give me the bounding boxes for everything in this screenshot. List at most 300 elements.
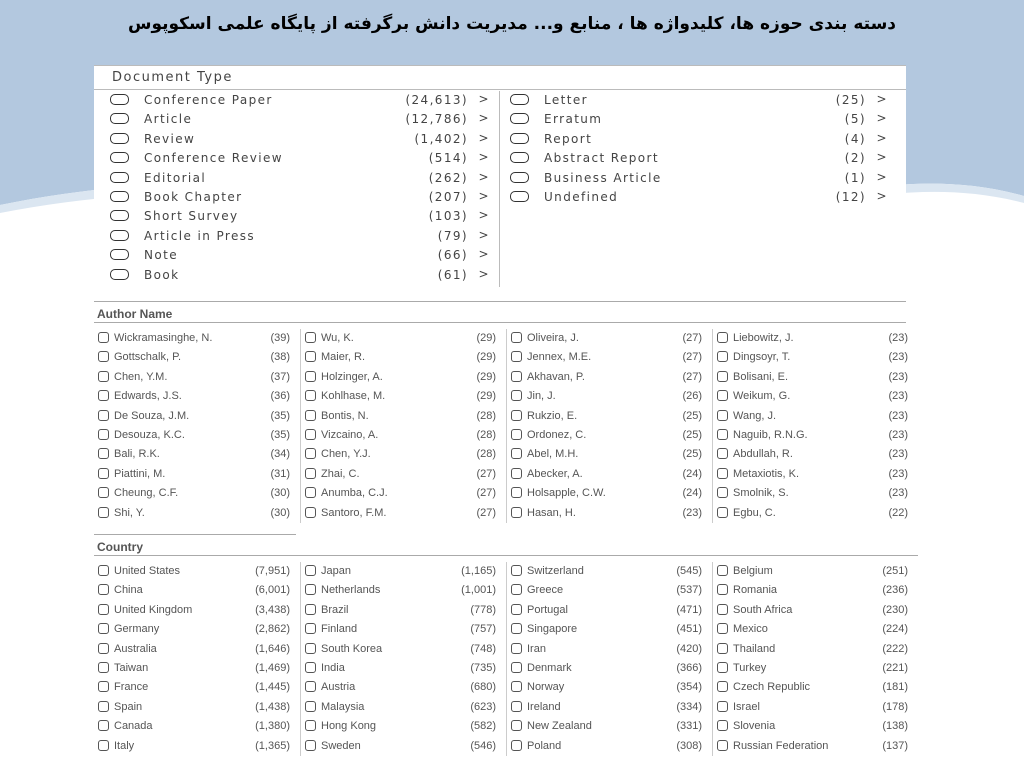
- author-count: (23): [888, 332, 908, 344]
- checkbox[interactable]: [305, 371, 316, 382]
- country-count: (222): [882, 642, 908, 655]
- checkbox[interactable]: [305, 468, 316, 479]
- checkbox[interactable]: [110, 113, 129, 124]
- checkbox[interactable]: [98, 643, 109, 654]
- country-top-line: [94, 534, 296, 535]
- checkbox[interactable]: [98, 390, 109, 401]
- checkbox[interactable]: [98, 662, 109, 673]
- checkbox[interactable]: [110, 269, 129, 280]
- author-item[interactable]: [301, 329, 506, 348]
- author-item[interactable]: [301, 407, 506, 426]
- country-column: [94, 562, 300, 756]
- author-label: Bali, R.K.: [114, 448, 160, 461]
- country-item[interactable]: [507, 717, 712, 736]
- checkbox[interactable]: [511, 468, 522, 479]
- checkbox[interactable]: [98, 351, 109, 362]
- checkbox[interactable]: [98, 507, 109, 518]
- country-label: New Zealand: [527, 720, 592, 733]
- checkbox[interactable]: [717, 468, 728, 479]
- country-count: (1,469): [255, 661, 290, 674]
- country-item[interactable]: [301, 678, 506, 697]
- checkbox[interactable]: [511, 662, 522, 673]
- author-count: (23): [888, 467, 908, 480]
- checkbox[interactable]: [717, 701, 728, 712]
- author-label: Egbu, C.: [733, 506, 776, 519]
- author-item[interactable]: [94, 445, 300, 464]
- author-item[interactable]: [507, 504, 712, 523]
- author-item[interactable]: [507, 445, 712, 464]
- document-type-panel: [94, 65, 906, 291]
- document-type-item[interactable]: [110, 247, 492, 266]
- document-type-item[interactable]: [110, 267, 492, 286]
- checkbox[interactable]: [717, 448, 728, 459]
- country-item[interactable]: [94, 640, 300, 659]
- author-label: Abdullah, R.: [733, 448, 793, 461]
- country-item[interactable]: [94, 581, 300, 600]
- country-item[interactable]: [507, 581, 712, 600]
- country-item[interactable]: [94, 678, 300, 697]
- country-item[interactable]: [301, 640, 506, 659]
- checkbox[interactable]: [110, 172, 129, 183]
- checkbox[interactable]: [110, 133, 129, 144]
- checkbox[interactable]: [305, 507, 316, 518]
- document-type-label: Book: [144, 267, 180, 282]
- author-count: (23): [682, 506, 702, 519]
- country-label: Australia: [114, 642, 157, 655]
- author-count: (34): [270, 448, 290, 461]
- document-type-label: Short Survey: [144, 209, 239, 224]
- chevron-right-icon[interactable]: >: [876, 92, 888, 106]
- author-item[interactable]: [301, 504, 506, 523]
- author-label: Wickramasinghe, N.: [114, 332, 213, 344]
- country-count: (537): [676, 584, 702, 597]
- document-type-count: (12,786): [405, 112, 468, 127]
- author-label: Oliveira, J.: [527, 332, 579, 344]
- author-column: [94, 329, 300, 523]
- author-count: (36): [270, 390, 290, 403]
- author-item[interactable]: [94, 348, 300, 367]
- checkbox[interactable]: [717, 662, 728, 673]
- checkbox[interactable]: [717, 740, 728, 751]
- checkbox[interactable]: [110, 94, 129, 105]
- checkbox[interactable]: [110, 152, 129, 163]
- checkbox[interactable]: [511, 332, 522, 343]
- author-label: Kohlhase, M.: [321, 390, 386, 403]
- checkbox[interactable]: [98, 681, 109, 692]
- chevron-right-icon[interactable]: >: [478, 169, 490, 184]
- country-count: (623): [470, 700, 496, 713]
- author-item[interactable]: [301, 368, 506, 387]
- checkbox[interactable]: [510, 152, 529, 163]
- author-label: Chen, Y.M.: [114, 370, 168, 383]
- checkbox[interactable]: [98, 604, 109, 615]
- country-item[interactable]: [507, 562, 712, 581]
- checkbox[interactable]: [511, 701, 522, 712]
- author-item[interactable]: [94, 368, 300, 387]
- document-type-label: Article: [144, 112, 193, 127]
- document-type-item[interactable]: [510, 170, 890, 189]
- country-count: (735): [470, 661, 496, 674]
- document-type-label: Book Chapter: [144, 189, 243, 204]
- document-type-item[interactable]: [510, 150, 890, 169]
- author-label: Cheung, C.F.: [114, 487, 179, 500]
- country-item[interactable]: [94, 737, 300, 756]
- country-item[interactable]: [713, 640, 918, 659]
- country-item[interactable]: [301, 698, 506, 717]
- country-item[interactable]: [713, 581, 918, 600]
- country-label: Singapore: [527, 623, 578, 636]
- country-item[interactable]: [301, 562, 506, 581]
- country-label: Norway: [527, 681, 565, 694]
- country-label: Thailand: [733, 642, 776, 655]
- country-count: (230): [882, 603, 908, 616]
- author-label: Bolisani, E.: [733, 370, 789, 383]
- author-item[interactable]: [713, 445, 918, 464]
- country-count: (331): [676, 720, 702, 733]
- country-label: Canada: [114, 720, 153, 733]
- author-item[interactable]: [507, 368, 712, 387]
- checkbox[interactable]: [98, 332, 109, 343]
- checkbox[interactable]: [511, 604, 522, 615]
- author-label: Akhavan, P.: [527, 370, 585, 383]
- country-item[interactable]: [301, 737, 506, 756]
- country-item[interactable]: [507, 698, 712, 717]
- country-count: (224): [882, 623, 908, 636]
- country-label: Israel: [733, 700, 760, 713]
- checkbox[interactable]: [511, 740, 522, 751]
- checkbox[interactable]: [511, 681, 522, 692]
- chevron-right-icon[interactable]: >: [478, 247, 490, 262]
- author-item[interactable]: [507, 407, 712, 426]
- country-item[interactable]: [94, 562, 300, 581]
- checkbox[interactable]: [305, 429, 316, 440]
- document-type-item[interactable]: [510, 189, 890, 208]
- checkbox[interactable]: [305, 584, 316, 595]
- author-item[interactable]: [301, 348, 506, 367]
- checkbox[interactable]: [511, 623, 522, 634]
- country-item[interactable]: [713, 562, 918, 581]
- chevron-right-icon[interactable]: >: [478, 92, 490, 106]
- checkbox[interactable]: [98, 487, 109, 498]
- country-item[interactable]: [713, 717, 918, 736]
- document-type-count: (79): [437, 228, 468, 243]
- document-type-count: (103): [428, 209, 468, 224]
- author-item[interactable]: [713, 368, 918, 387]
- checkbox[interactable]: [110, 191, 129, 202]
- author-label: Jin, J.: [527, 390, 556, 403]
- country-item[interactable]: [713, 620, 918, 639]
- author-label: Wu, K.: [321, 332, 354, 344]
- checkbox[interactable]: [717, 681, 728, 692]
- country-item[interactable]: [507, 601, 712, 620]
- document-type-count: (66): [437, 248, 468, 263]
- checkbox[interactable]: [511, 487, 522, 498]
- document-type-item[interactable]: [510, 131, 890, 150]
- country-column: [712, 562, 918, 756]
- author-item[interactable]: [507, 348, 712, 367]
- checkbox[interactable]: [511, 507, 522, 518]
- document-type-label: Letter: [544, 93, 588, 107]
- document-type-item[interactable]: [110, 92, 492, 111]
- author-name-header-line: [94, 322, 906, 323]
- chevron-right-icon[interactable]: >: [876, 169, 888, 184]
- country-label: Finland: [321, 623, 358, 636]
- checkbox[interactable]: [717, 584, 728, 595]
- checkbox[interactable]: [511, 565, 522, 576]
- country-count: (236): [882, 584, 908, 597]
- checkbox[interactable]: [305, 390, 316, 401]
- chevron-right-icon[interactable]: >: [876, 188, 888, 203]
- checkbox[interactable]: [717, 604, 728, 615]
- country-label: Spain: [114, 700, 143, 713]
- country-item[interactable]: [301, 620, 506, 639]
- country-item[interactable]: [713, 678, 918, 697]
- country-label: Romania: [733, 584, 778, 597]
- author-item[interactable]: [301, 465, 506, 484]
- checkbox[interactable]: [98, 740, 109, 751]
- checkbox[interactable]: [511, 584, 522, 595]
- document-type-label: Erratum: [544, 112, 603, 127]
- chevron-right-icon[interactable]: >: [478, 130, 490, 145]
- author-label: Anumba, C.J.: [321, 487, 388, 500]
- checkbox[interactable]: [98, 584, 109, 595]
- country-label: Japan: [321, 565, 351, 577]
- country-count: (334): [676, 700, 702, 713]
- country-count: (251): [882, 565, 908, 577]
- author-count: (27): [682, 351, 702, 364]
- checkbox[interactable]: [717, 565, 728, 576]
- document-type-item[interactable]: [510, 111, 890, 130]
- author-count: (26): [682, 390, 702, 403]
- author-item[interactable]: [94, 387, 300, 406]
- country-item[interactable]: [507, 640, 712, 659]
- country-count: (181): [882, 681, 908, 694]
- checkbox[interactable]: [305, 720, 316, 731]
- checkbox[interactable]: [110, 249, 129, 260]
- author-name-facet: [94, 303, 918, 518]
- author-item[interactable]: [713, 407, 918, 426]
- author-item[interactable]: [713, 465, 918, 484]
- checkbox[interactable]: [717, 623, 728, 634]
- author-item[interactable]: [713, 426, 918, 445]
- checkbox[interactable]: [717, 410, 728, 421]
- author-item[interactable]: [713, 387, 918, 406]
- checkbox[interactable]: [110, 230, 129, 241]
- checkbox[interactable]: [305, 701, 316, 712]
- checkbox[interactable]: [717, 390, 728, 401]
- country-item[interactable]: [507, 678, 712, 697]
- author-count: (24): [682, 487, 702, 500]
- page-title: دسته بندی حوزه ها، کلیدواژه ها ، منابع و... مدیریت دانش برگرفته از پایگاه علمی اسکوپوس: [127, 14, 897, 34]
- checkbox[interactable]: [511, 448, 522, 459]
- checkbox[interactable]: [98, 701, 109, 712]
- author-item[interactable]: [94, 426, 300, 445]
- author-item[interactable]: [507, 387, 712, 406]
- author-item[interactable]: [507, 426, 712, 445]
- document-type-label: Editorial: [144, 170, 207, 185]
- checkbox[interactable]: [305, 351, 316, 362]
- document-type-item[interactable]: [110, 111, 492, 130]
- chevron-right-icon[interactable]: >: [876, 130, 888, 145]
- author-item[interactable]: [713, 329, 918, 348]
- country-count: (757): [470, 623, 496, 636]
- checkbox[interactable]: [98, 429, 109, 440]
- checkbox[interactable]: [510, 133, 529, 144]
- checkbox[interactable]: [717, 371, 728, 382]
- checkbox[interactable]: [717, 720, 728, 731]
- country-item[interactable]: [301, 717, 506, 736]
- country-label: South Africa: [733, 603, 793, 616]
- document-type-column-right: [510, 92, 890, 208]
- country-count: (137): [882, 739, 908, 752]
- author-item[interactable]: [301, 387, 506, 406]
- country-item[interactable]: [507, 737, 712, 756]
- country-label: France: [114, 681, 149, 694]
- checkbox[interactable]: [717, 332, 728, 343]
- checkbox[interactable]: [305, 487, 316, 498]
- checkbox[interactable]: [511, 410, 522, 421]
- country-label: Czech Republic: [733, 681, 811, 694]
- checkbox[interactable]: [110, 210, 129, 221]
- country-label: Taiwan: [114, 661, 149, 674]
- country-label: Slovenia: [733, 720, 776, 733]
- author-label: Holzinger, A.: [321, 370, 383, 383]
- checkbox[interactable]: [511, 429, 522, 440]
- checkbox[interactable]: [510, 94, 529, 105]
- document-type-label: Undefined: [544, 189, 619, 204]
- document-type-item[interactable]: [110, 150, 492, 169]
- checkbox[interactable]: [511, 643, 522, 654]
- chevron-right-icon[interactable]: >: [478, 227, 490, 242]
- checkbox[interactable]: [717, 429, 728, 440]
- country-item[interactable]: [507, 620, 712, 639]
- chevron-right-icon[interactable]: >: [478, 266, 490, 281]
- country-label: United States: [114, 565, 181, 577]
- checkbox[interactable]: [717, 351, 728, 362]
- author-item[interactable]: [94, 465, 300, 484]
- document-type-item[interactable]: [110, 228, 492, 247]
- document-type-item[interactable]: [110, 189, 492, 208]
- checkbox[interactable]: [717, 643, 728, 654]
- document-type-header: [94, 65, 906, 90]
- author-item[interactable]: [94, 504, 300, 523]
- author-count: (23): [888, 428, 908, 441]
- author-item[interactable]: [507, 329, 712, 348]
- checkbox[interactable]: [510, 191, 529, 202]
- checkbox[interactable]: [98, 565, 109, 576]
- checkbox[interactable]: [511, 390, 522, 401]
- checkbox[interactable]: [305, 448, 316, 459]
- country-item[interactable]: [94, 620, 300, 639]
- country-item[interactable]: [94, 659, 300, 678]
- author-item[interactable]: [301, 426, 506, 445]
- author-item[interactable]: [713, 348, 918, 367]
- checkbox[interactable]: [305, 662, 316, 673]
- checkbox[interactable]: [98, 448, 109, 459]
- checkbox[interactable]: [511, 720, 522, 731]
- country-column: [506, 562, 712, 756]
- country-item[interactable]: [713, 601, 918, 620]
- checkbox[interactable]: [98, 371, 109, 382]
- checkbox[interactable]: [305, 623, 316, 634]
- checkbox[interactable]: [717, 487, 728, 498]
- checkbox[interactable]: [305, 740, 316, 751]
- country-item[interactable]: [507, 659, 712, 678]
- author-count: (28): [476, 428, 496, 441]
- author-item[interactable]: [507, 465, 712, 484]
- checkbox[interactable]: [305, 604, 316, 615]
- author-item[interactable]: [301, 445, 506, 464]
- country-count: (138): [882, 720, 908, 733]
- country-item[interactable]: [301, 581, 506, 600]
- chevron-right-icon[interactable]: >: [478, 150, 490, 165]
- checkbox[interactable]: [305, 643, 316, 654]
- chevron-right-icon[interactable]: >: [478, 188, 490, 203]
- checkbox[interactable]: [717, 507, 728, 518]
- country-item[interactable]: [94, 601, 300, 620]
- chevron-right-icon[interactable]: >: [478, 111, 490, 126]
- author-count: (38): [270, 351, 290, 364]
- author-item[interactable]: [507, 484, 712, 503]
- author-count: (35): [270, 428, 290, 441]
- author-count: (27): [682, 332, 702, 344]
- author-count: (29): [476, 390, 496, 403]
- country-item[interactable]: [301, 659, 506, 678]
- country-count: (1,001): [461, 584, 496, 597]
- checkbox[interactable]: [305, 565, 316, 576]
- country-item[interactable]: [301, 601, 506, 620]
- document-type-item[interactable]: [110, 170, 492, 189]
- country-item[interactable]: [94, 717, 300, 736]
- checkbox[interactable]: [98, 720, 109, 731]
- checkbox[interactable]: [511, 371, 522, 382]
- author-item[interactable]: [713, 484, 918, 503]
- author-item[interactable]: [713, 504, 918, 523]
- checkbox[interactable]: [98, 623, 109, 634]
- chevron-right-icon[interactable]: >: [478, 208, 490, 223]
- checkbox[interactable]: [305, 410, 316, 421]
- document-type-label: Note: [144, 248, 179, 263]
- checkbox[interactable]: [98, 410, 109, 421]
- checkbox[interactable]: [98, 468, 109, 479]
- author-label: Zhai, C.: [321, 467, 360, 480]
- country-item[interactable]: [713, 737, 918, 756]
- author-item[interactable]: [94, 407, 300, 426]
- country-item[interactable]: [713, 659, 918, 678]
- document-type-item[interactable]: [110, 208, 492, 227]
- checkbox[interactable]: [305, 332, 316, 343]
- chevron-right-icon[interactable]: >: [876, 111, 888, 126]
- author-count: (24): [682, 467, 702, 480]
- document-type-label: Report: [544, 131, 593, 146]
- document-type-item[interactable]: [110, 131, 492, 150]
- document-type-item[interactable]: [510, 92, 890, 111]
- author-item[interactable]: [301, 484, 506, 503]
- author-label: Holsapple, C.W.: [527, 487, 606, 500]
- country-item[interactable]: [94, 698, 300, 717]
- author-item[interactable]: [94, 484, 300, 503]
- checkbox[interactable]: [510, 113, 529, 124]
- chevron-right-icon[interactable]: >: [876, 150, 888, 165]
- checkbox[interactable]: [511, 351, 522, 362]
- author-item[interactable]: [94, 329, 300, 348]
- document-type-count: (2): [844, 151, 866, 166]
- document-type-count: (514): [428, 151, 468, 166]
- author-count: (39): [270, 332, 290, 344]
- checkbox[interactable]: [510, 172, 529, 183]
- checkbox[interactable]: [305, 681, 316, 692]
- country-item[interactable]: [713, 698, 918, 717]
